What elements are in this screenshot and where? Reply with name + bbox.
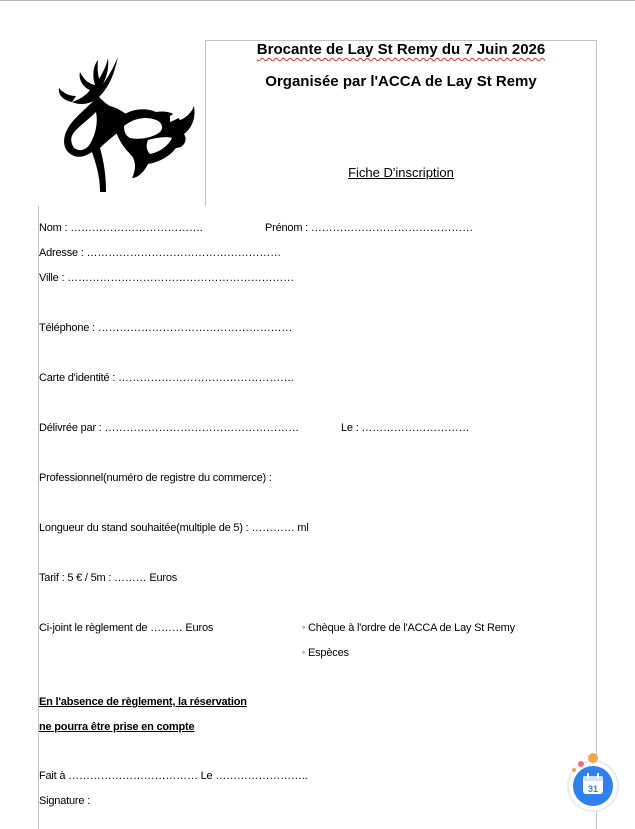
page-frame-right	[596, 206, 597, 829]
top-border	[0, 0, 635, 1]
field-professionnel[interactable]: Professionnel(numéro de registre du commerce) :	[39, 472, 272, 484]
notice-line-1: En l'absence de règlement, la réservation	[39, 696, 247, 708]
document-subtitle: Fiche D'inscription	[348, 165, 454, 180]
notice-line-2: ne pourra être prise en compte	[39, 721, 195, 733]
field-fait-a[interactable]: Fait à ……………………………… Le ……………………..	[39, 770, 308, 782]
bullet-icon: ◦	[302, 622, 305, 632]
field-delivre-par[interactable]: Délivrée par : ………………………………………………	[39, 422, 299, 434]
document-title: Brocante de Lay St Remy du 7 Juin 2026	[256, 41, 546, 58]
option-especes[interactable]	[302, 647, 349, 659]
header-frame	[205, 40, 597, 206]
field-prenom[interactable]: Prénom : ………………………………………	[265, 222, 473, 234]
field-reglement[interactable]: Ci-joint le règlement de ……… Euros	[39, 622, 214, 634]
page-frame-left	[38, 206, 39, 829]
field-delivre-le[interactable]: Le : …………………………	[341, 422, 470, 434]
field-tarif[interactable]: Tarif : 5 € / 5m : ……… Euros	[39, 572, 178, 584]
field-carte-identite[interactable]: Carte d'identité : ………………………………………….	[39, 372, 294, 384]
bullet-icon: ◦	[302, 647, 305, 657]
field-adresse[interactable]: Adresse : ………………………………………………	[39, 247, 281, 259]
field-telephone[interactable]: Téléphone : ………………………………………………	[39, 322, 293, 334]
option-especes-label: Espèces	[308, 647, 349, 659]
field-longueur-stand[interactable]: Longueur du stand souhaitée(multiple de 5) : ………… ml	[39, 522, 309, 534]
field-signature[interactable]: Signature :	[39, 795, 91, 807]
calendar-day: 31	[587, 784, 599, 794]
option-cheque-label: Chèque à l'ordre de l'ACCA de Lay St Remy	[308, 622, 515, 634]
calendar-badge-icon[interactable]	[561, 752, 621, 812]
deer-logo-icon	[52, 52, 200, 194]
document-organizer: Organisée par l'ACCA de Lay St Remy	[265, 73, 537, 90]
field-nom[interactable]: Nom : ……………………………….	[39, 222, 203, 234]
field-ville[interactable]: Ville : ………………………………………………………	[39, 272, 294, 284]
option-cheque[interactable]	[302, 622, 515, 634]
